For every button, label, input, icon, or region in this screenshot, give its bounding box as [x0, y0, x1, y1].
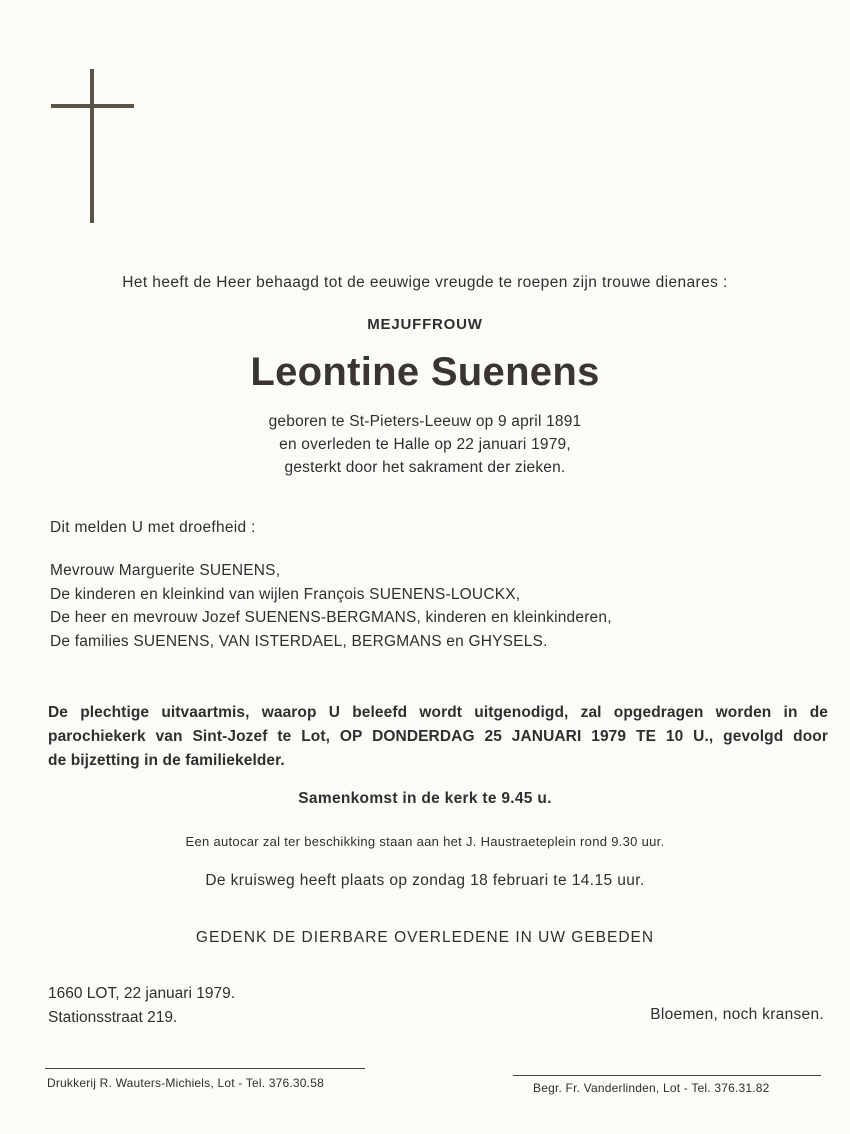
remember-text: GEDENK DE DIERBARE OVERLEDENE IN UW GEBEDEN — [195, 929, 655, 946]
sacrament-line: gesterkt door het sakrament der zieken. — [284, 459, 566, 476]
cross-horizontal-bar — [51, 104, 134, 108]
cross-vertical-bar — [90, 69, 94, 223]
funeral-line: parochiekerk van Sint-Jozef te Lot, OP DONDERDAG 25 JANUARI 1979 TE 10 U., gevolgd door — [48, 728, 828, 745]
street-line: Stationsstraat 219. — [48, 1009, 178, 1026]
place-date-line: 1660 LOT, 22 januari 1979. — [48, 985, 235, 1002]
gathering-text: Samenkomst in de kerk te 9.45 u. — [298, 790, 552, 807]
family-line: Mevrouw Marguerite SUENENS, — [50, 562, 281, 579]
family-line: De heer en mevrouw Jozef SUENENS-BERGMANS, kinderen en kleinkinderen, — [50, 609, 612, 626]
birth-line: geboren te St-Pieters-Leeuw op 9 april 1891 — [268, 413, 582, 430]
death-line: en overleden te Halle op 22 januari 1979, — [279, 436, 571, 453]
printer-credit: Drukkerij R. Wauters-Michiels, Lot - Tel. 376.30.58 — [47, 1076, 324, 1090]
funeral-line: de bijzetting in de familiekelder. — [48, 752, 285, 769]
announce-text: Dit melden U met droefheid : — [50, 519, 256, 536]
footer-rule-left — [45, 1068, 365, 1069]
footer-rule-right — [513, 1075, 821, 1076]
birth-death-block — [0, 410, 850, 479]
funeral-paragraph — [48, 701, 828, 773]
family-list — [50, 559, 612, 653]
deceased-name: Leontine Suenens — [250, 350, 600, 394]
address-block — [48, 982, 235, 1030]
funeral-line: De plechtige uitvaartmis, waarop U beleefd wordt uitgenodigd, zal opgedragen worden in de — [48, 704, 828, 721]
intro-text: Het heeft de Heer behaagd tot de eeuwige vreugde te roepen zijn trouwe dienares : — [122, 274, 728, 291]
family-line: De kinderen en kleinkind van wijlen François SUENENS-LOUCKX, — [50, 585, 521, 603]
bus-notice: Een autocar zal ter beschikking staan aan het J. Haustraeteplein rond 9.30 uur. — [185, 834, 665, 849]
stations-of-cross-text: De kruisweg heeft plaats op zondag 18 februari te 14.15 uur. — [205, 872, 645, 889]
family-line: De families SUENENS, VAN ISTERDAEL, BERGMANS en GHYSELS. — [50, 632, 548, 650]
undertaker-credit: Begr. Fr. Vanderlinden, Lot - Tel. 376.31.82 — [533, 1081, 770, 1095]
flowers-note: Bloemen, noch kransen. — [650, 1006, 824, 1023]
honorific-title: MEJUFFROUW — [367, 316, 483, 333]
